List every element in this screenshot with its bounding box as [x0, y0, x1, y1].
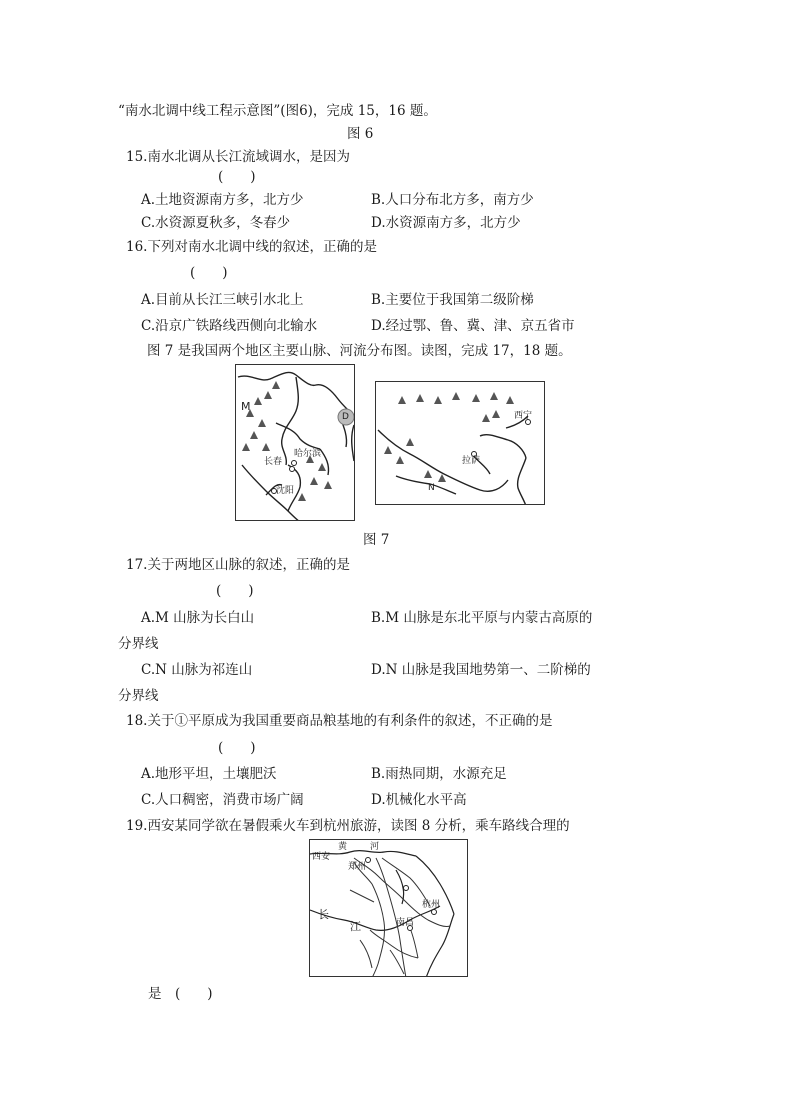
- question-16-option-d: D.经过鄂、鲁、冀、津、京五省市: [371, 318, 575, 334]
- map8-city-xian: 西安: [312, 852, 331, 862]
- question-15-option-d: D.水资源南方多，北方少: [371, 215, 521, 231]
- question-17-option-c: C.N 山脉为祁连山: [141, 662, 253, 678]
- map8-river-he: 河: [370, 842, 380, 852]
- question-15-stem: 15.南水北调从长江流域调水，是因为: [126, 149, 350, 165]
- question-17-option-b-cont: 分界线: [118, 636, 159, 652]
- figure7-left-map-graphics: [236, 365, 355, 521]
- question-18-option-b: B.雨热同期，水源充足: [371, 766, 507, 782]
- map7-city-xining: 西宁: [514, 411, 533, 421]
- question-17-option-d-cont: 分界线: [118, 688, 159, 704]
- figure7-right-map-graphics: [376, 382, 545, 505]
- question-18-option-d: D.机械化水平高: [371, 792, 467, 808]
- question-16-stem: 16.下列对南水北调中线的叙述，正确的是: [126, 239, 377, 255]
- map8-river-chang: 长: [318, 908, 329, 921]
- question-19-tail: 是 ( ): [148, 986, 213, 1002]
- map7-city-harbin: 哈尔滨: [294, 449, 322, 459]
- question-16-blank: ( ): [190, 265, 228, 281]
- question-16-option-a: A.目前从长江三峡引水北上: [141, 292, 304, 308]
- map7-label-d: D: [342, 412, 349, 422]
- question-18-blank: ( ): [218, 740, 256, 756]
- map7-label-m: M: [241, 400, 251, 413]
- question-16-option-c: C.沿京广铁路线西侧向北输水: [141, 318, 318, 334]
- question-17-option-b: B.M 山脉是东北平原与内蒙古高原的: [371, 610, 593, 626]
- figure7-intro: 图 7 是我国两个地区主要山脉、河流分布图。读图，完成 17，18 题。: [147, 343, 572, 359]
- question-15-option-a: A.土地资源南方多，北方少: [141, 192, 304, 208]
- question-15-option-c: C.水资源夏秋多，冬春少: [141, 215, 291, 231]
- map8-city-zhengzhou: 郑州: [348, 862, 367, 872]
- map7-city-changchun: 长春: [264, 457, 283, 467]
- question-18-option-a: A.地形平坦，土壤肥沃: [141, 766, 277, 782]
- question-17-option-d: D.N 山脉是我国地势第一、二阶梯的: [371, 662, 591, 678]
- question-19-stem: 19.西安某同学欲在暑假乘火车到杭州旅游，读图 8 分析，乘车路线合理的: [126, 818, 570, 834]
- intro-line: “南水北调中线工程示意图”(图6)，完成 15，16 题。: [118, 103, 437, 119]
- figure8-map: [309, 839, 468, 977]
- map8-city-hangzhou: 杭州: [422, 900, 441, 910]
- map7-label-n: N: [428, 483, 435, 493]
- map7-city-shenyang: 沈阳: [276, 486, 295, 496]
- question-16-option-b: B.主要位于我国第二级阶梯: [371, 292, 534, 308]
- question-17-option-a: A.M 山脉为长白山: [141, 610, 255, 626]
- map7-city-lhasa: 拉萨: [462, 456, 481, 466]
- map8-river-huang: 黄: [338, 842, 348, 852]
- figure7-right-map: [375, 381, 545, 505]
- figure7-left-map: [235, 364, 355, 521]
- figure8-map-graphics: [310, 840, 468, 977]
- question-15-option-b: B.人口分布北方多，南方少: [371, 192, 534, 208]
- figure7-caption: 图 7: [363, 532, 390, 548]
- map8-river-jiang: 江: [350, 920, 361, 933]
- question-17-stem: 17.关于两地区山脉的叙述，正确的是: [126, 557, 350, 573]
- question-18-stem: 18.关于①平原成为我国重要商品粮基地的有利条件的叙述，不正确的是: [126, 713, 553, 729]
- figure6-caption: 图 6: [347, 126, 374, 142]
- map8-city-nanchang: 南昌: [396, 918, 415, 928]
- question-18-option-c: C.人口稠密，消费市场广阔: [141, 792, 304, 808]
- question-15-blank: ( ): [218, 169, 256, 185]
- question-17-blank: ( ): [216, 583, 254, 599]
